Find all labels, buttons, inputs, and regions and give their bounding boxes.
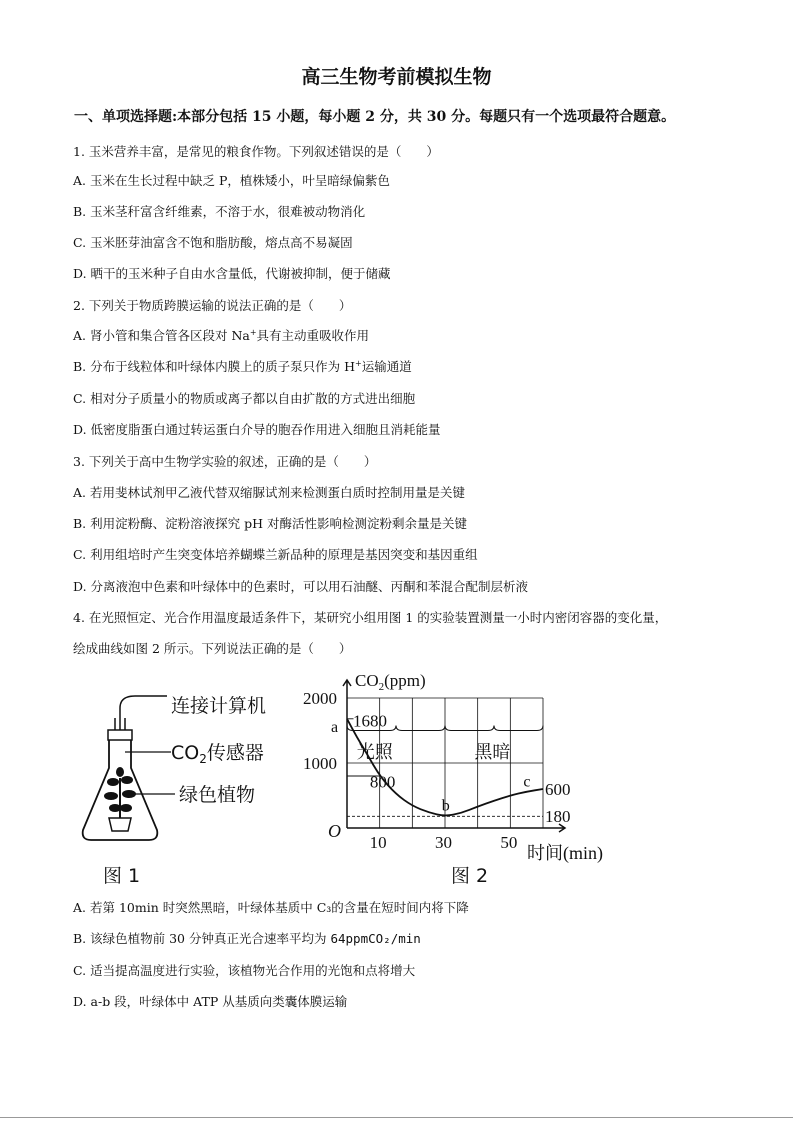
q1-option-d: D. 晒干的玉米种子自由水含量低，代谢被抑制，便于储藏 xyxy=(73,266,391,281)
q3-stem: 3. 下列关于高中生物学实验的叙述，正确的是（ ） xyxy=(73,454,377,469)
x-tick-label: 30 xyxy=(435,833,452,852)
q4-figure xyxy=(75,668,635,893)
flask-stopper xyxy=(108,730,132,740)
q2-option-b: B. 分布于线粒体和叶绿体内膜上的质子泵只作为 H+运输通道 xyxy=(73,359,412,374)
q4-option-a: A. 若第 10min 时突然黑暗，叶绿体基质中 C₃的含量在短时间内将下降 xyxy=(73,900,469,915)
q1-option-a: A. 玉米在生长过程中缺乏 P，植株矮小，叶呈暗绿偏紫色 xyxy=(73,173,390,188)
label-co2-sensor: $CO_2$传感器 xyxy=(171,742,264,766)
x-tick-label: 10 xyxy=(369,833,387,852)
page-title: 高三生物考前模拟生物 xyxy=(301,66,492,88)
point-label-a: a xyxy=(331,718,339,736)
q1-option-c: C. 玉米胚芽油富含不饱和脂肪酸，熔点高不易凝固 xyxy=(73,235,353,250)
section-heading: 一、单项选择题:本部分包括 15 小题，每小题 2 分，共 30 分。每题只有一个选项最符合题意。 xyxy=(74,109,676,125)
q2-stem: 2. 下列关于物质跨膜运输的说法正确的是（ ） xyxy=(73,298,352,313)
page-bottom-rule xyxy=(0,1117,793,1118)
value-label-600: 600 xyxy=(545,779,571,799)
q3-option-c: C. 利用组培时产生突变体培养蝴蝶兰新品种的原理是基因突变和基因重组 xyxy=(73,547,478,562)
plant-pot xyxy=(109,818,131,831)
chart-y-axis-title: $CO_2(ppm)$ xyxy=(355,671,426,693)
q1-option-b: B. 玉米茎秆富含纤维素，不溶于水，很难被动物消化 xyxy=(73,204,366,219)
figure-2-chart xyxy=(303,671,603,887)
sensor-cable xyxy=(120,696,167,733)
q3-option-b: B. 利用淀粉酶、淀粉溶液探究 pH 对酶活性影响检测淀粉剩余量是关键 xyxy=(73,516,467,531)
q4-option-b: B. 该绿色植物前 30 分钟真正光合速率平均为 64ppmCO₂/min xyxy=(73,931,421,946)
chart-x-axis-title: 时间(min) xyxy=(527,843,603,863)
q4-option-c: C. 适当提高温度进行实验，该植物光合作用的光饱和点将增大 xyxy=(73,963,416,978)
q2-option-c: C. 相对分子质量小的物质或离子都以自由扩散的方式进出细胞 xyxy=(73,391,416,406)
value-label-180: 180 xyxy=(545,807,571,827)
y-tick-label: 2000 xyxy=(303,689,337,708)
q1-stem: 1. 玉米营养丰富，是常见的粮食作物。下列叙述错误的是（ ） xyxy=(73,144,439,159)
y-tick-label: 1000 xyxy=(303,754,337,773)
dark-period-brace xyxy=(445,726,543,731)
label-computer: 连接计算机 xyxy=(171,695,267,717)
q4-stem-line2: 绘成曲线如图 2 所示。下列说法正确的是（ ） xyxy=(73,641,352,656)
x-tick-label: 50 xyxy=(500,833,518,852)
figure-1-caption: 图 1 xyxy=(103,865,141,887)
q2-option-d: D. 低密度脂蛋白通过转运蛋白介导的胞吞作用进入细胞且消耗能量 xyxy=(73,422,441,437)
point-label-c: c xyxy=(523,773,531,791)
q2-option-a: A. 肾小管和集合管各区段对 Na+具有主动重吸收作用 xyxy=(73,328,370,343)
light-period-label: 光照 xyxy=(356,741,393,763)
value-label-1680: 1680 xyxy=(353,711,387,731)
chart-origin-label: O xyxy=(328,821,341,841)
label-green-plant: 绿色植物 xyxy=(179,784,256,806)
dark-period-label: 黑暗 xyxy=(474,741,511,763)
plant-icon xyxy=(104,767,136,831)
q4-stem-line1: 4. 在光照恒定、光合作用温度最适条件下，某研究小组用图 1 的实验装置测量一小时内密闭容器的变化量， xyxy=(73,610,668,625)
q3-option-a: A. 若用斐林试剂甲乙液代替双缩脲试剂来检测蛋白质时控制用量是关键 xyxy=(73,485,465,500)
figure-2-caption: 图 2 xyxy=(451,865,489,887)
figure-1 xyxy=(83,695,266,887)
q4-option-d: D. a-b 段，叶绿体中 ATP 从基质向类囊体膜运输 xyxy=(73,994,348,1009)
value-label-800: 800 xyxy=(369,772,396,792)
point-label-b: b xyxy=(441,797,450,815)
q3-option-d: D. 分离液泡中色素和叶绿体中的色素时，可以用石油醚、丙酮和苯混合配制层析液 xyxy=(73,579,529,594)
y-axis xyxy=(343,680,351,828)
